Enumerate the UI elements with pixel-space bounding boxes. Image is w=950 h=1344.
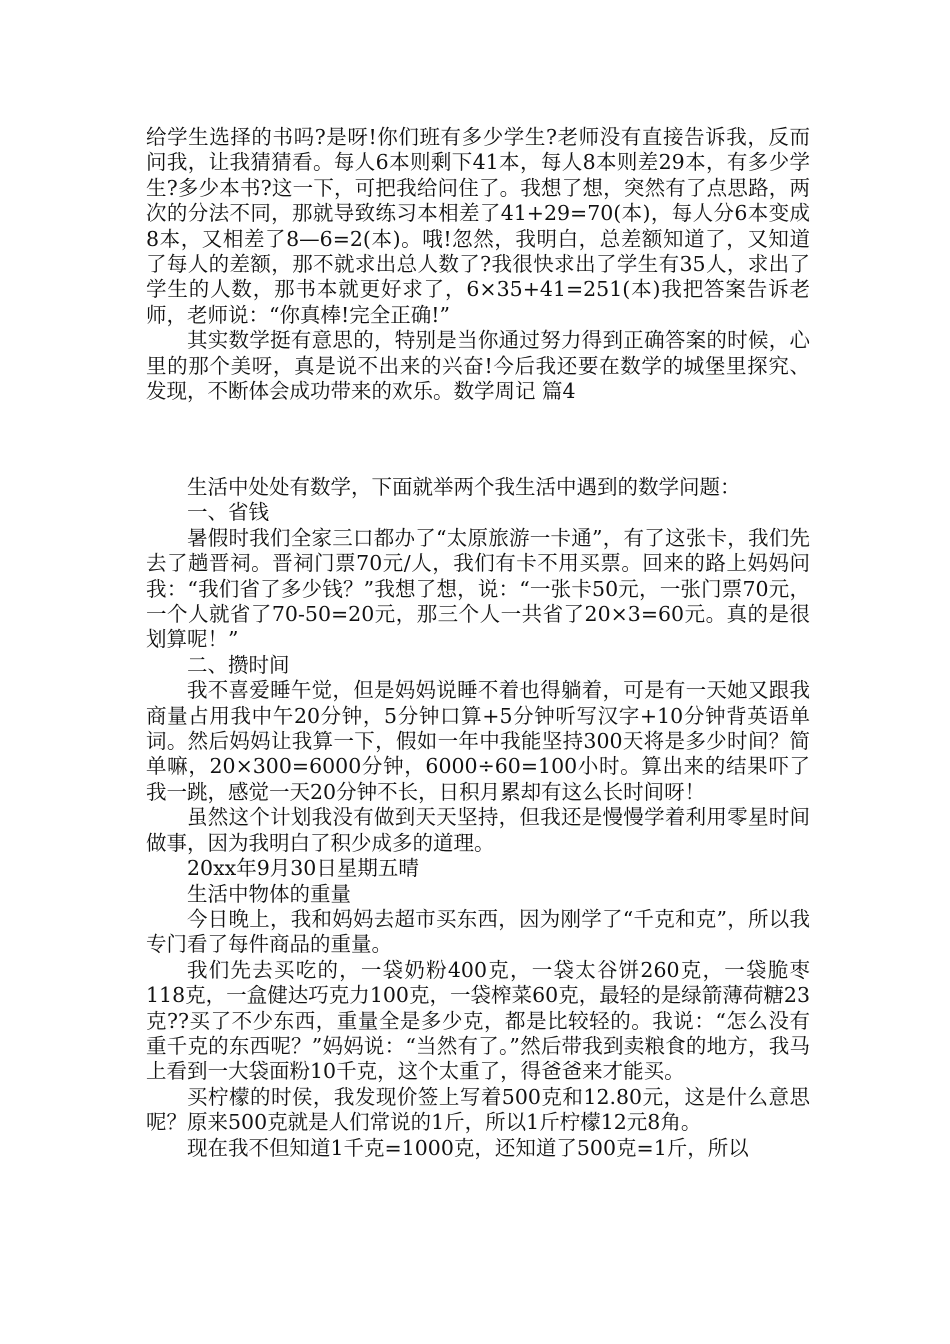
section-heading: 二、攒时间 <box>187 652 290 677</box>
paragraph: 我们先去买吃的，一袋奶粉400克，一袋太谷饼260克，一袋脆枣118克，一盒健达巧克力100克，一袋榨菜60克，最轻的是绿箭薄荷糖23克??买了不少东西，重量全是多少克，都是比较轻的。我说：“怎么没有重千克的东西呢？”妈妈说：“当然有了。”然后带我到卖粮食的地方，我马上看到一大袋面粉10千克，这个太重了，得爸爸来才能买。 <box>146 957 810 1084</box>
paragraph: 生活中处处有数学，下面就举两个我生活中遇到的数学问题： <box>187 475 741 499</box>
paragraph: 给学生选择的书吗?是呀!你们班有多少学生?老师没有直接告诉我，反而问我，让我猜猜看。每人6本则剩下41本，每人8本则差29本，有多少学生?多少本书?这一下，可把我给问住了。我想了想，突然有了点思路，两次的分法不同，那就导致练习本相差了41+29=70(本)，每人分6本变成8本，又相差了8—6=2(本)。哦!忽然，我明白，总差额知道了，又知道了每人的差额，那不就求出总人数了?我很快求出了学生有35人，求出了学生的人数，那书本就更好求了，6×35+41=251(本)我把答案告诉老师，老师说：“你真棒!完全正确!” <box>146 125 810 327</box>
text-block-main <box>146 475 810 1161</box>
paragraph: 现在我不但知道1千克=1000克，还知道了500克=1斤，所以 <box>187 1135 749 1160</box>
paragraph: 暑假时我们全家三口都办了“太原旅游一卡通”，有了这张卡，我们先去了趟晋祠。晋祠门票70元/人，我们有卡不用买票。回来的路上妈妈问我：“我们省了多少钱？”我想了想，说：“一张卡50元，一张门票70元，一个人就省了70-50=20元，那三个人一共省了20×3=60元。真的是很划算呢！” <box>146 525 810 652</box>
text-block-top <box>146 125 810 404</box>
entry-title: 生活中物体的重量 <box>187 881 351 906</box>
paragraph: 今日晚上，我和妈妈去超市买东西，因为刚学了“千克和克”，所以我专门看了每件商品的重量。 <box>146 906 810 957</box>
paragraph: 我不喜爱睡午觉，但是妈妈说睡不着也得躺着，可是有一天她又跟我商量占用我中午20分钟，5分钟口算+5分钟听写汉字+10分钟背英语单词。然后妈妈让我算一下，假如一年中我能坚持300天将是多少时间？简单嘛，20×300=6000分钟，6000÷60=100小时。算出来的结果吓了我一跳，感觉一天20分钟不长，日积月累却有这么长时间呀！ <box>146 678 810 804</box>
section-heading: 一、省钱 <box>187 500 269 525</box>
paragraph: 其实数学挺有意思的，特别是当你通过努力得到正确答案的时候，心里的那个美呀，真是说不出来的兴奋!今后我还要在数学的城堡里探究、发现，不断体会成功带来的欢乐。数学周记 篇4 <box>146 328 810 404</box>
date-line: 20xx年9月30日星期五晴 <box>187 856 419 881</box>
paragraph: 虽然这个计划我没有做到天天坚持，但我还是慢慢学着利用零星时间做事，因为我明白了积少成多的道理。 <box>146 805 810 855</box>
paragraph: 买柠檬的时侯，我发现价签上写着500克和12.80元，这是什么意思呢？原来500克就是人们常说的1斤，所以1斤柠檬12元8角。 <box>146 1084 810 1135</box>
